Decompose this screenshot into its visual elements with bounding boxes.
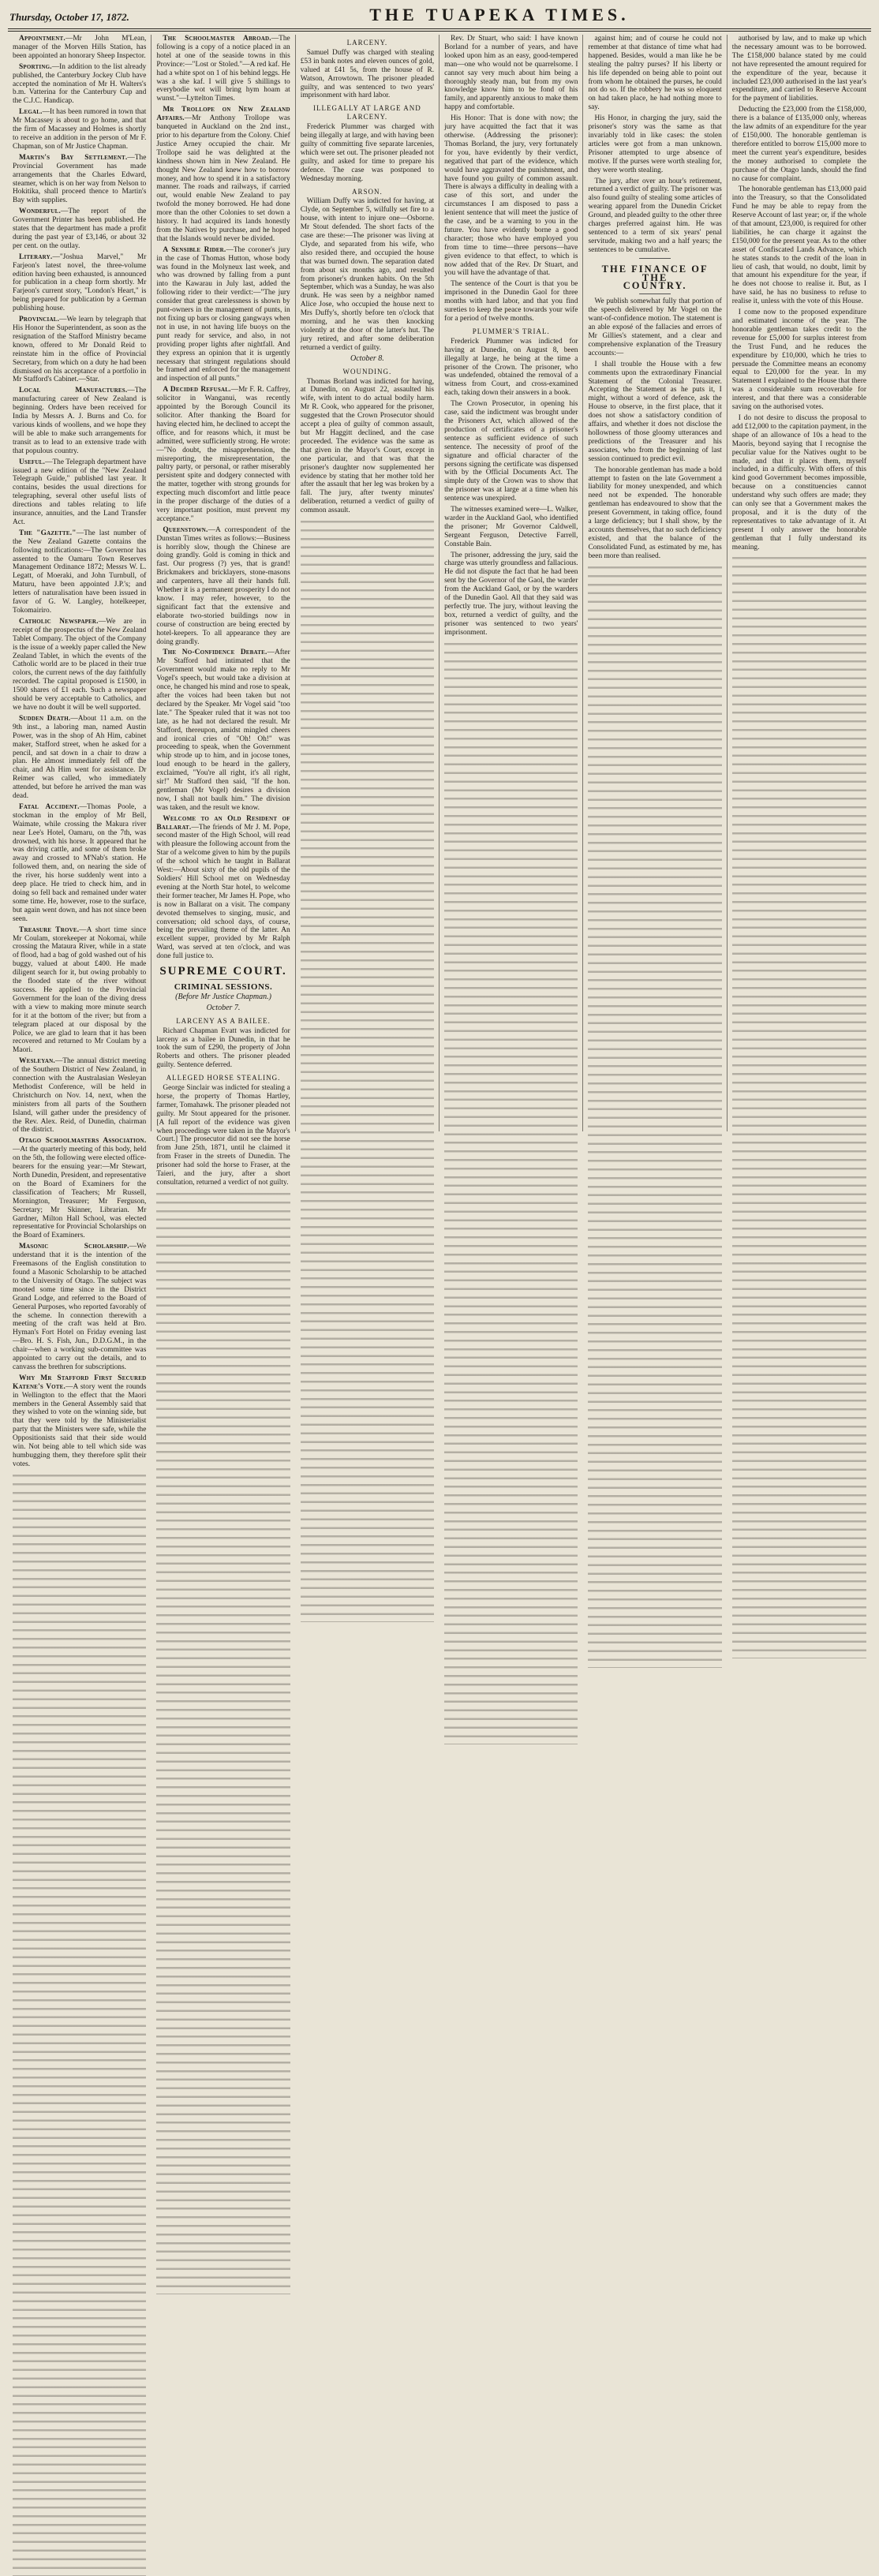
newspaper-title: THE TUAPEKA TIMES. (369, 5, 630, 24)
paragraph-text: —A correspondent of the Dunstan Times writes as follows:—Business is horribly slow, though the Chinese are doing grandly. Gold is coming in thick and fast. Our progress (?) yes, that is grand! Brickmakers and bricklayers, stone-masons and carpenters, have all their hands full. Whether it is a permanent prosperity I do not know. I may refer, however, to the significant fact that the extensive and elaborate two-storied buildings now in course of construction are being erected by hotel-keepers. To all appearance they are doing grandly. (156, 525, 290, 646)
news-paragraph (13, 35, 146, 61)
paragraph-text: —The report of the Government Printer has been published. He states that the department has made a profit during the past year of £3,146, or about 32 per cent. on the outlay. (13, 208, 147, 250)
column-4-filler (444, 640, 578, 1744)
case-heading-arson: ARSON. (352, 187, 383, 196)
paragraph-lead: Wonderful. (19, 208, 61, 216)
paragraph-lead: Provincial. (19, 316, 60, 324)
case-heading-wounding: WOUNDING. (342, 367, 392, 376)
column-6-filler (732, 554, 866, 1658)
case-heading-illegally-at-large: ILLEGALLY AT LARGE AND LARCENY. (312, 104, 421, 122)
article-paragraph: Rev. Dr Stuart, who said: I have known Borland for a number of years, and have looked upon him as an easy, good-tempered man—one who would not be quarrelsome. I cannot say very much about him being a thoroughly steady man, but from my own knowledge know him to be fond of his family, and apparently anxious to make them happy and comfortable. (444, 35, 578, 112)
column-3-filler (301, 518, 434, 1622)
article-paragraph: I do not desire to discuss the proposal to add £12,000 to the capitation payment, in the shape of an allowance of 10s a head to the Maoris, beyond saying that I recognise the peculiar value for the Natives ought to be made, and that it places them, myself included, in a difficulty. With offers of this kind good Government becomes impossible, because on a constituencies cannot understand why such offers are made; they can only see that a Government makes the proposal, and it is the duty of the representatives to take advantage of it. At present I only answer the honorable gentleman that I fully understand its meaning. (731, 413, 866, 551)
article-paragraph: The prisoner, addressing the jury, said the charge was utterly groundless and fallacious. He did not dispute the fact that he had been sent by the Governor of the Gaol, the warder from the Auckland Gaol, or by the warders of the Dunedin Gaol. All that they said was perfectly true. The jury, without leaving the box, returned a verdict of guilty, and the prisoner was sentenced to two years' imprisonment. (444, 551, 578, 637)
news-paragraph (13, 108, 146, 151)
masthead-rule (8, 29, 871, 32)
finance-heading-line-1: THE FINANCE OF THE (601, 263, 709, 283)
criminal-sessions-heading: CRIMINAL SESSIONS. (174, 981, 273, 992)
news-paragraph (156, 386, 290, 524)
article-paragraph: Deducting the £23,000 from the £158,000, there is a balance of £135,000 only, whereas the law admits of an expenditure for the year of £150,000. The honorable gentleman is therefore entitled to borrow £15,000 more to meet the current year's expenditure, besides the money authorised to complete the purchase of the Otago lands, should the find no cause for complaint. (731, 106, 866, 183)
paragraph-lead: Literary. (19, 252, 53, 261)
case-paragraph: Thomas Borland was indicted for having, at Dunedin, on August 22, assaulted his wife, with intent to do actual bodily harm. Mr R. Cook, who appeared for the prisoner, suggested that the Crown Prosecutor should accept a plea of guilty of common assault, but Mr Haggitt declined, and the case proceeded. The evidence was the same as that given in the Mayor's Court, except in one particular, and that was that the prisoner's daughter now supplemented her evidence by stating that her mother told her after the assault that her leg was broken by a fall. The jury, after twenty minutes' deliberation, returned a verdict of guilty of common assault. (300, 377, 435, 515)
news-paragraph (156, 246, 290, 384)
paragraph-text: —The annual district meeting of the Southern District of New Zealand, in connection with the Australasian Wesleyan Methodist Conference, will be held in Christchurch on Nov. 14, next, when the ministers from all parts of the Southern Island, will gather under the presidency of the Rev. Alex. Reid, of Dunedin, chairman of the district. (13, 1057, 147, 1135)
section-divider (639, 258, 671, 259)
paragraph-lead: Martin's Bay Settlement. (19, 153, 128, 162)
article-paragraph: The sentence of the Court is that you be imprisoned in the Dunedin Gaol for three months with hard labor, and that you find sureties to keep the peace towards your wife for a period of twelve months. (444, 280, 578, 323)
news-paragraph (13, 1374, 146, 1469)
news-paragraph (13, 1057, 146, 1135)
news-paragraph (13, 1243, 146, 1372)
column-2-items (156, 35, 290, 961)
judge-line: (Before Mr Justice Chapman.) (175, 992, 271, 1001)
column-3 (296, 35, 440, 1131)
case-heading-plummers-trial: PLUMMER'S TRIAL. (472, 327, 550, 335)
paragraph-lead: Sudden Death. (19, 714, 71, 723)
date-heading: October 8. (350, 353, 384, 363)
paragraph-lead: Why Mr Stafford First Secured Katene's Vote. (13, 1374, 147, 1391)
paragraph-text: —The coroner's jury in the case of Thomas Hutton, whose body was found in the Molyneux last week, and who was drowned by falling from a punt into the Kawarau in July last, added the following rider to their verdict:—"The jury consider that great carelessness is shown by punt-owners in the management of punts, in not fixing up bars or closing gangways when not in use, in not having life buoys on the punt ready for service, and also, in not providing proper lights after nightfall. And they express an opinion that it is urgently necessary that stringent regulations should be framed and enforced for the management and inspection of all punts." (156, 245, 290, 383)
news-paragraph (156, 649, 290, 812)
paragraph-text: —We are in receipt of the prospectus of the New Zealand Tablet Company. The object of the Company is the issue of a weekly paper called the New Zealand Tablet, in which the events of the Catholic world are to be placed in their true colors, the current news of the day faithfully recorded. The capital proposed is £1500, in 1500 shares of £1 each. Such a newspaper should be very acceptable to Catholics, and we have no doubt it will be well supported. (13, 617, 147, 712)
column-2-filler (156, 1190, 290, 2294)
news-paragraph (156, 526, 290, 647)
column-4 (440, 35, 583, 1131)
article-paragraph: We publish somewhat fully that portion of the speech delivered by Mr Vogel on the want-of-confidence motion. The statement is an able exposé of the fallacies and errors of Mr Gillies's statement, and a clear and comprehensive explanation of the Treasury accounts:— (588, 297, 722, 357)
news-paragraph (13, 208, 146, 251)
paragraph-lead: A Sensible Rider. (163, 245, 226, 254)
column-5-filler (588, 563, 721, 1668)
paragraph-text: —It has been rumored in town that Mr Macassey is about to go home, and that the firm of Macassey and Holmes is shortly to receive an addition in the person of Mr F. Chapman, son of Mr Justice Chapman. (13, 108, 147, 151)
news-paragraph (13, 458, 146, 527)
paragraph-text: —About 11 a.m. on the 9th inst., a laboring man, named Austin Power, was in the shop of Ah Him, cabinet maker, Stafford street, when he asked for a pencil, and sat down in a chair to draw a plan. He almost immediately fell off the chair, and Ah Him went for assistance. Dr Reimer was called, who immediately attended, but before he arrived the man was dead. (13, 714, 147, 801)
news-paragraph (13, 63, 146, 107)
article-paragraph: Frederick Plummer was indicted for having at Dunedin, on August 8, been illegally at large, he being at the time a prisoner of the Crown. The prisoner, who was undefended, obtained the removal of a witness from Court, and cross-examined each, taking down their answers in a book. (444, 337, 578, 398)
article-paragraph: against him; and of course he could not remember at that distance of time what had happened. Besides, would a man like he be stealing the paltry purses? If his liberty or his life depended on being able to point out from whom he obtained the purses, he could not do so. If the robbery he was so eloquent on had taken place, he had nothing more to say. (588, 35, 722, 112)
news-paragraph (13, 618, 146, 712)
paragraph-lead: Queenstown. (163, 525, 208, 534)
paragraph-text: —"Joshua Marvel," Mr Farjeon's latest novel, the three-volume edition having been exhausted, is announced for publication in a cheap form shortly. Mr Farjeon's current story, "London's Heart," is being prepared for publication by a German publishing house. (13, 252, 147, 313)
columns (8, 35, 871, 1468)
supreme-court-heading: SUPREME COURT. (159, 965, 287, 978)
article-paragraph: authorised by law, and to make up which the necessary amount was to be borrowed. The £158,000 balance stated by me could not have represented the amount required for the expenditure of the year, because it included £23,000 authorised in the last year's expenditure, and carried to Reserve Account for the payment of liabilities. (731, 35, 866, 103)
case-paragraph: Frederick Plummer was charged with being illegally at large, and with having been guilty of committing five separate larcenies, which were set out. The prisoner pleaded not guilty, and asked for time to prepare his defence. The case was postponed to Wednesday morning. (300, 123, 435, 183)
news-paragraph (13, 316, 146, 384)
article-paragraph: The Crown Prosecutor, in opening his case, said the indictment was brought under the Prisoners Act, which allowed of the production of certificates of a prisoner's sentence as sufficient evidence of such sentence. The necessity of proof of the signature and official character of the persons signing the certificate was dispensed with by the Official Documents Act. The simple duty of the Crown was to show that the prisoner was at large at a time when his sentence was unexpired. (444, 400, 578, 503)
paragraph-lead: Treasure Trove. (19, 925, 80, 934)
masthead (8, 5, 871, 29)
paragraph-lead: The No-Confidence Debate. (163, 649, 267, 657)
news-paragraph (13, 926, 146, 1056)
paragraph-lead: Sporting. (19, 62, 52, 71)
paragraph-lead: Legal. (19, 108, 43, 117)
case-heading-larceny: LARCENY. (346, 39, 388, 47)
case-paragraph: Samuel Duffy was charged with stealing £53 in bank notes and eleven ounces of gold, valued at £41 5s, from the house of R. Watson, Arrowtown. The prisoner pleaded guilty, and was sentenced to two years' imprisonment with hard labor. (300, 48, 435, 100)
news-paragraph (13, 1137, 146, 1240)
paragraph-text: —A short time since Mr Coulam, storekeeper at Nokomai, while crossing the Mataura River, while in a state of flood, had a bag of gold washed out of his buggy, valued at about £400. He made diligent search for it, but owing probably to the flooded state of the river without success. He applied to the Provincial Government for the loan of the diving dress with a view to making more minute search for it at the bottom of the river; but from a telegram placed at our disposal by the Police, we are glad to learn that it has been recovered and returned to Mr Coulam by a Maori. (13, 925, 147, 1055)
article-paragraph: His Honor, in charging the jury, said the prisoner's story was the same as that invariably told in like cases: the stolen articles were got from a man unknown. Prisoner attempted to urge absence of motive. If the purses were worth stealing for, they were worth stealing. (588, 114, 722, 174)
paragraph-text: —Thomas Poole, a stockman in the employ of Mr Bell, Waimate, while crossing the Makura river near Lee's Hotel, Oamaru, on the 7th, was drowned, with his horse. It appeared that he was driving cattle, and some of them broke away and crossed to M'Nab's station. He followed them, and, on nearing the side of the river, his horse suddenly went into a deep place. He tried to check him, and in doing so fell back and remained under water some time. He, however, rose to the surface, but again went down, and has not since been seen. (13, 802, 147, 923)
column-1-filler (13, 1471, 146, 2576)
paragraph-lead: A Decided Refusal. (163, 386, 231, 394)
section-divider (639, 293, 671, 294)
article-paragraph: The honorable gentleman has made a bold attempt to fasten on the late Government a liability for money unexpended, and which need not be expended. The honorable gentleman has endeavoured to show that the present Government, in taking office, found a large deficiency; but I shall show, by the accounts themselves, that no such deficiency existed, and that the balance of the Consolidated Fund, as estimated by me, has been more than realised. (588, 465, 722, 560)
column-6 (728, 35, 871, 1131)
news-paragraph (13, 803, 146, 924)
date-heading: October 7. (206, 1003, 241, 1012)
case-paragraph: Richard Chapman Evatt was indicted for larceny as a bailee in Dunedin, in that he took the sum of £290, the property of John Roberts and others. The prisoner pleaded guilty. Sentence deferred. (156, 1026, 290, 1070)
paragraph-text: —The last number of the New Zealand Gazette contains the following notifications:—The Governor has assented to the Oamaru Town Reserves Management Ordinance 1872; Messrs W. L. Legatt, of Moeraki, and John Turnbull, of Maturu, have been appointed J.P.'s; and letters of naturalisation have been issued in favor of G. W. Langley, hotelkeeper, Tokomairiro. (13, 529, 147, 615)
paragraph-text: —We learn by telegraph that His Honor the Superintendent, as soon as the resignation of the Stafford Ministry became known, offered to Mr Donald Reid to reinstate him in the office of Provincial Secretary, from which on a duty he had been dismissed on his acceptance of a portfolio in Mr Stafford's Cabinet.—Star. (13, 316, 147, 384)
article-paragraph: The jury, after over an hour's retirement, returned a verdict of guilty. The prisoner was also found guilty of stealing some articles of wearing apparel from the Dunedin Cricket Ground, and pleaded guilty to the other three charges preferred against him. He was sentenced to a term of six years' penal servitude, making two and a half years; the sentences to be cumulative. (588, 177, 722, 254)
article-paragraph: His Honor: That is done with now; the jury have acquitted the fact that it was otherwise. (Addressing the prisoner): Thomas Borland, the jury, very fortunately for you, have evidently by their verdict, negatived that part of the evidence, which would have aggravated the punishment, and have found you guilty of common assault. There is always a difficulty in dealing with a case of this sort, and under the circumstances I am disposed to pass a lenient sentence that will meet the justice of the case, and be a warning to you in the future. You have evidently borne a good character; those who have employed you from time to time—three persons—have given evidence to that effect, to which is now added that of the Rev. Dr Stuart, and you will have the advantage of that. (444, 114, 578, 278)
column-5 (583, 35, 727, 1131)
paragraph-lead: Masonic Scholarship. (19, 1243, 129, 1251)
paragraph-lead: Local Manufactures. (19, 387, 128, 395)
news-paragraph (156, 815, 290, 961)
paragraph-lead: Otago Schoolmasters Association. (19, 1137, 147, 1146)
paragraph-text: —Mr Anthony Trollope was banqueted in Auckland on the 2nd inst., prior to his departure from the Colony. Chief Justice Arney occupied the chair. Mr Trollope said he was delighted at the kindness shown him in New Zealand. He thought New Zealand knew how to borrow money, and how to spend it in a satisfactory manner. The roads and railways, if carried out, would enable New Zealand to pay twofold the money borrowed. He had done more than the other Colonies to set down a history. It had acquired its lands honestly from the Natives by purchase, and he hoped that the Islands would never be divided. (156, 114, 290, 243)
case-paragraph: George Sinclair was indicted for stealing a horse, the property of Thomas Hartley, farmer, Tomahawk. The prisoner pleaded not guilty. Mr Stout appeared for the prisoner. [A full report of the evidence was given when proceedings were taken in the Mayor's Court.] The prosecutor did not see the horse from June 25th, 1871, until he claimed it from Fraser in the streets of Dunedin. The prisoner had sold the horse to Fraser, at the Taieri, and the jury, after a short consultation, returned a verdict of not guilty. (156, 1084, 290, 1187)
news-paragraph (13, 715, 146, 801)
paragraph-lead: Welcome to an Old Resident of Ballarat. (156, 814, 290, 832)
finance-heading-line-2: COUNTRY. (623, 280, 687, 292)
article-paragraph: The witnesses examined were—L. Walker, warder in the Auckland Gaol, who identified the prisoner; Mr Governor Caldwell, Sergeant Ferguson, Detective Farrell, Constable Bain. (444, 506, 578, 548)
case-paragraph: William Duffy was indicted for having, at Clyde, on September 5, wilfully set fire to a house, with intent to injure one—Osborne. Mr Stout defended. The short facts of the case are these:—The prisoner was living at Clyde, and separated from his wife, who also resided there, and occupied the house that was burned down. The separation dated from about six months ago, and resulted from prisoner's drunken habits. On the 5th September, which was a Sunday, he was also drunk. He was seen by a neighbor named Alice Jose, who occupied the house next to Mrs Duffy's, shortly before ten o'clock that morning, and he was then knocking violently at the door of the latter's hut. The jury retired, and after some deliberation returned a verdict of guilty. (300, 197, 435, 352)
case-heading-larceny-bailee: LARCENY AS A BAILEE. (176, 1016, 271, 1025)
paragraph-lead: The "Gazette." (19, 529, 77, 537)
paragraph-lead: Fatal Accident. (19, 802, 80, 811)
article-paragraph: I shall trouble the House with a few comments upon the extraordinary Financial Statement of the Colonial Treasurer. Accepting the Statement as he puts it, I might, without a word of defence, ask the House to observe, in the first place, that it does not show a satisfactory condition of affairs, and whether it does not disclose the hollowness of those gloomy utterances and predictions of the Treasurer and his associates, who from the beginning of last session continued to predict evil. (588, 360, 722, 463)
paragraph-text: —The Telegraph department have issued a new edition of the "New Zealand Telegraph Guide," published last year. It contains, besides the usual directions for telegraphing, several other useful lists of directions and tables relating to life insurance, annuities, and the Land Transfer Act. (13, 458, 147, 526)
issue-date: Thursday, October 17, 1872. (9, 11, 129, 23)
column-2 (151, 35, 295, 1187)
paragraph-text: —Mr F. R. Caffrey, solicitor in Wanganui, was recently appointed by the Borough Council its solicitor. After thanking the Board for having elected him, he declined to accept the office, and for reasons which, it must be admitted, were sufficiently strong. He wrote:—"No doubt, the misapprehension, the misreporting, the misrepresentation, the paltry party, or personal, or rather miserably persistent spite and dodgery connected with the matter, together with strong grounds for expecting much discomfort and little peace in the proper discharge of the duties of a very important position, must prevent my acceptance." (156, 386, 290, 523)
heading-divider (208, 979, 239, 980)
article-paragraph: I come now to the proposed expenditure and estimated income of the year. The honorable gentleman takes credit to the revenue for £5,000 for surplus interest from the Trust Fund, and he reduces the expenditure by £10,000, which he tries to persuade the Committee means an economy equal to £20,000 for the year. In my Statement I explained to the House that there was a considerable sum recoverable for interest, and that there was a considerable saving on the authorised votes. (731, 308, 866, 412)
case-heading-horse-stealing: ALLEGED HORSE STEALING. (166, 1074, 281, 1082)
news-paragraph (13, 154, 146, 205)
paragraph-text: —After Mr Stafford had intimated that the Government would make no reply to Mr Vogel's speech, but would take a division at once, he changed his mind and rose to speak, after the voices had been taken but not declared by the Speaker. Mr Vogel said "too late." The Speaker ruled that it was not too late, as he had not declared the result. Mr Stafford, thereupon, amidst mingled cheers and ironical cries of "Oh! Oh!" was proceeding to speak, when the Government whip strode up to him, and in jocose tones, loud enough to be heard in the gallery, exclaimed, "You're all right, it's all right, sir!" Mr Stafford then said, "If the hon. gentleman (Mr Vogel) desires a division now, I shall not baulk him." The division was taken, and the result we know. (156, 649, 290, 812)
paragraph-lead: Catholic Newspaper. (19, 617, 99, 626)
column-1 (8, 35, 151, 1468)
paragraph-lead: Appointment. (19, 35, 65, 43)
news-paragraph (13, 529, 146, 615)
paragraph-lead: Mr Trollope on New Zealand Affairs. (156, 106, 290, 123)
news-paragraph (156, 35, 290, 103)
paragraph-lead: Wesleyan. (19, 1057, 55, 1066)
paragraph-text: —A story went the rounds in Wellington to the effect that the Maori members in the General Assembly said that they wished to vote on the winning side, but that they were told by the Ministerialist party that the Ministers were safe, while the Oppositionists said that their side would win. Not being able to tell which side was humbugging them, they therefore split their votes. (13, 1382, 147, 1468)
paragraph-text: —The Provincial Government has made arrangements that the Charles Edward, steamer, which is on her way from Nelson to Hokitika, shall proceed thence to Martin's Bay with supplies. (13, 153, 147, 205)
column-1-items (13, 35, 146, 1469)
paragraph-text: —The friends of Mr J. M. Pope, second master of the High School, will read with pleasure the following account from the Star of a welcome given to him by the pupils of the school which he taught in Ballarat West:—About sixty of the old pupils of the Soldiers' Hill School met on Wednesday evening at the North Star hotel, to welcome their former teacher, Mr James H. Pope, who is now in Ballarat on a visit. The company devoted themselves to singing, music, and conversation; old school days, of course, being the prevailing theme of the latter. An excellent supper, provided by Mr Ralph Ward, was served at ten o'clock, and was done full justice to. (156, 823, 290, 961)
paragraph-lead: The Schoolmaster Abroad. (163, 35, 271, 43)
paragraph-text: —In addition to the list already published, the Canterbury Jockey Club have accepted the nomination of Mr H. Walters's b.m. Vatterina for the Canterbury Cup and the C.J.C. Handicap. (13, 62, 147, 106)
paragraph-text: —We understand that it is the intention of the Freemasons of the English constitution to found a Masonic Scholarship to be attached to the University of Otago. The subject was mooted some time since in the District Grand Lodge, and referred to the Board of General Purposes, who reported favorably of the scheme. In connection therewith a meeting of the craft was held at Bro. Hyman's Fort Hotel on Friday evening last—Bro. H. S. Fish, Jun., D.D.G.M., in the chair—when a working sub-committee was appointed to carry out the details, and to canvass the brethren for subscriptions. (13, 1243, 147, 1371)
paragraph-lead: Useful. (19, 458, 46, 466)
news-paragraph (156, 106, 290, 244)
paragraph-text: —At the quarterly meeting of this body, held on the 5th, the following were elected office-bearers for the ensuing year:—Mr Stewart, North Dunedin, President, and representative on the Board of Examiners for the classification of Teachers; Mr Russell, Mornington, Treasurer; Mr Ferguson, Secretary; Mr Skinner, Librarian. Mr Gardner, Milton Hall School, was elected representative for Provincial Scholarships on the Board of Examiners. (13, 1146, 147, 1240)
paragraph-text: —Mr John M'Lean, manager of the Morven Hills Station, has been appointed an honorary Sheep Inspector. (13, 35, 147, 60)
news-paragraph (13, 387, 146, 455)
paragraph-text: —The following is a copy of a notice placed in an hotel at one of the seaside towns in this Province:—"Lost or Stoled."—A red kaf. He had a white spot on 1 of his behind leggs. He was a she kaf. I will give 5 shillings to everybodie wot will bring hym hoam at wunst."—Lyttelton Times. (156, 35, 290, 103)
article-paragraph: The honorable gentleman has £13,000 paid into the Treasury, so that the Consolidated Fund he may be able to repay from the Reserve Account of last year; or, if the whole of that amount, £23,000, is required for other liabilities, he can charge it against the £150,000 for the present year. As to the other asset of Confiscated Lands Advance, which he states stands to the credit of the loan in lieu of cash, that would, no doubt, limit by that amount his expenditure for the year, if he does not choose to realise it. But, as I have said, he has no business to refuse to realise it, unless with the vote of this House. (731, 185, 866, 306)
paragraph-text: —The manufacturing career of New Zealand is beginning. Orders have been received for India by Messrs A. J. Burns and Co. for various kinds of woollens, and we hope they will be able to make such arrangements for transit as to lead to an extensive trade with that populous country. (13, 387, 147, 455)
news-paragraph (13, 253, 146, 313)
